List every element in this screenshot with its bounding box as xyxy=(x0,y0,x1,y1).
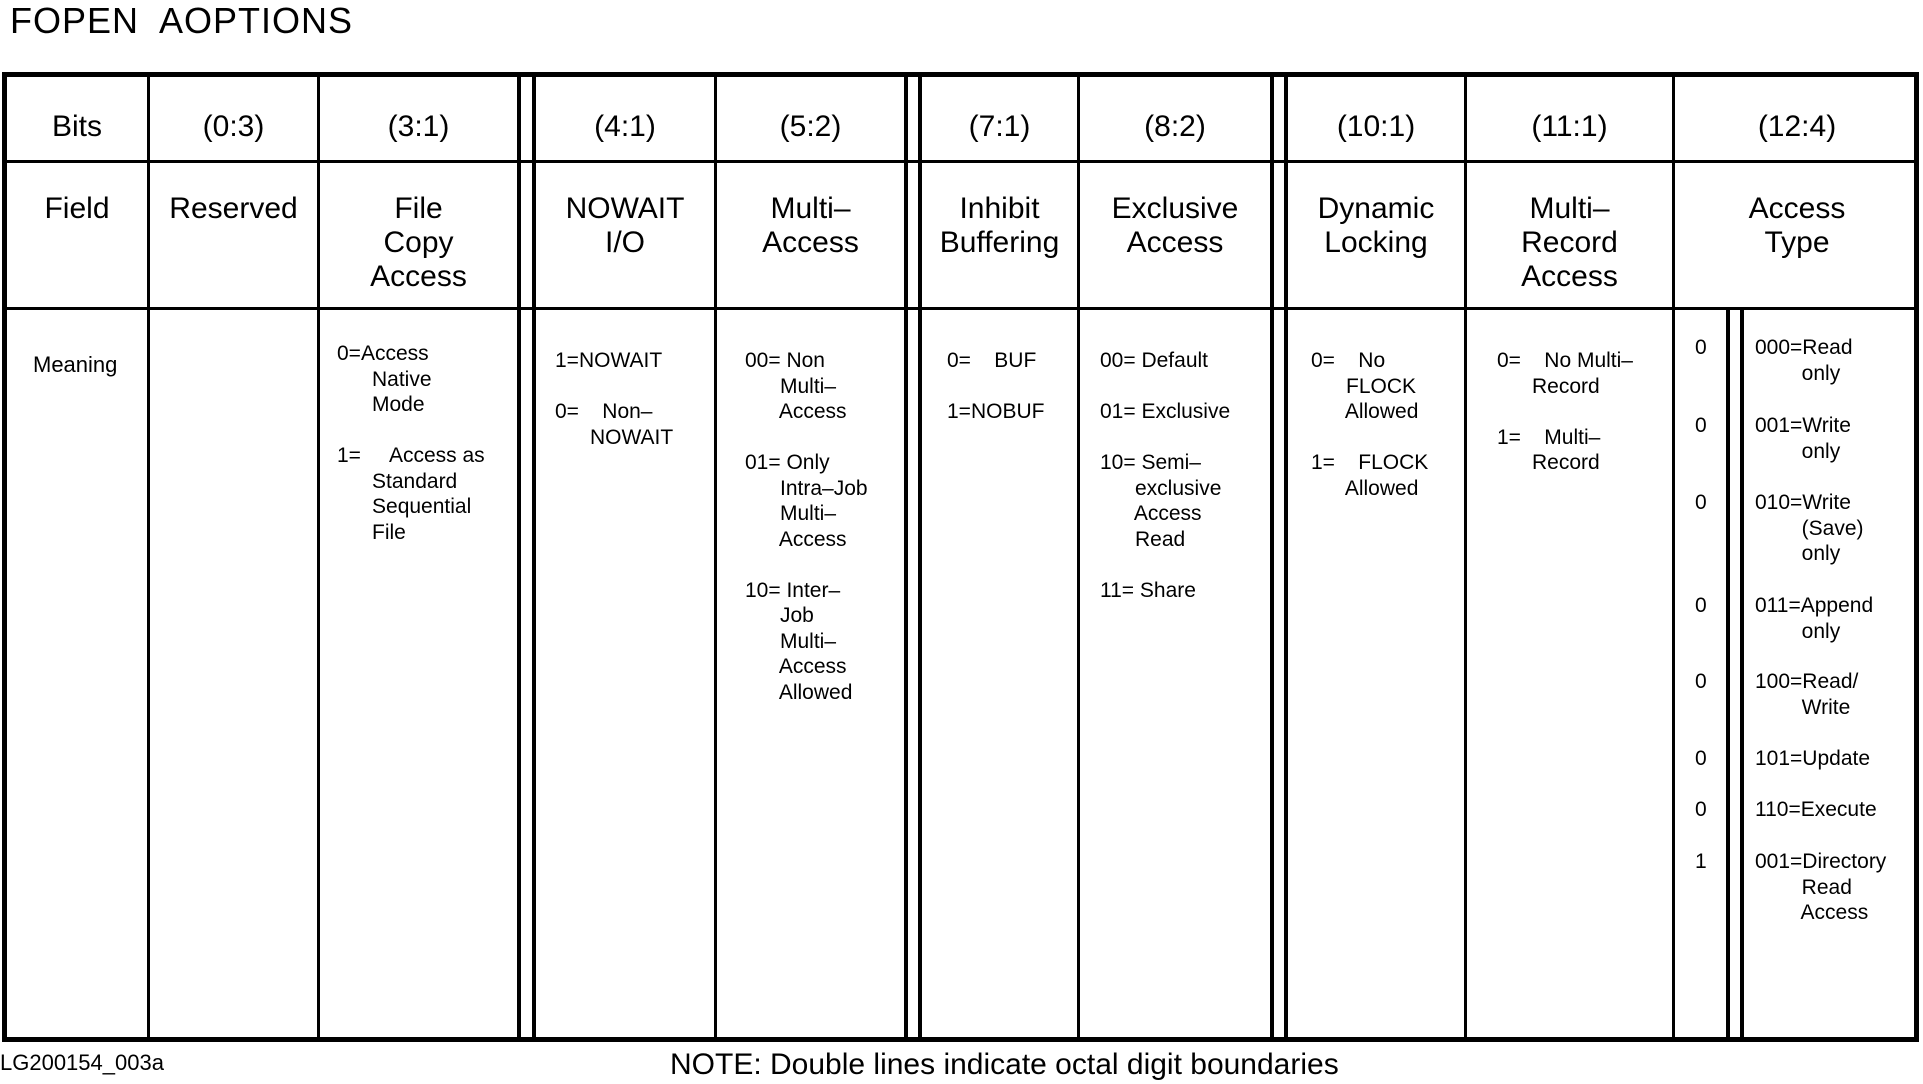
field-access-type: Access Type xyxy=(1748,192,1846,259)
field-divider xyxy=(7,307,1914,310)
access-bit: 0 xyxy=(1695,414,1707,437)
field-reserved: Reserved xyxy=(169,192,298,225)
access-type-entry: 110=Execute xyxy=(1755,798,1877,821)
access-bit: 0 xyxy=(1695,670,1707,693)
access-bit: 0 xyxy=(1695,336,1707,359)
meaning-dynamic-locking: 0= No FLOCK Allowed 1= FLOCK Allowed xyxy=(1311,349,1429,500)
header-divider xyxy=(7,160,1914,163)
footnote: NOTE: Double lines indicate octal digit boundaries xyxy=(670,1048,1339,1081)
access-bit: 0 xyxy=(1695,594,1707,617)
access-type-entry: 001=Directory Read Access xyxy=(1755,850,1887,924)
bits-11-1: (11:1) xyxy=(1531,110,1608,143)
bits-10-1: (10:1) xyxy=(1336,110,1416,143)
meaning-exclusive-access: 00= Default 01= Exclusive 10= Semi– exclusive Access Read 11= Share xyxy=(1100,349,1231,602)
bits-label: Bits xyxy=(51,110,102,143)
access-bit: 0 xyxy=(1695,747,1707,770)
bits-5-2: (5:2) xyxy=(779,110,842,143)
access-type-entry: 010=Write (Save) only xyxy=(1755,491,1864,565)
access-type-entry: 011=Append only xyxy=(1755,594,1874,643)
meaning-nowait: 1=NOWAIT 0= Non– NOWAIT xyxy=(555,349,674,449)
meaning-multi-record: 0= No Multi– Record 1= Multi– Record xyxy=(1497,349,1633,474)
meaning-label: Meaning xyxy=(33,352,118,377)
field-inhibit-buffering: Inhibit Buffering xyxy=(939,192,1060,259)
aoptions-table xyxy=(2,72,1919,1042)
octal-boundary xyxy=(1726,310,1730,1037)
octal-boundary xyxy=(517,77,521,1037)
meaning-inhibit-buffering: 0= BUF 1=NOBUF xyxy=(947,349,1045,423)
access-type-entry: 000=Read only xyxy=(1755,336,1853,385)
bits-0-3: (0:3) xyxy=(202,110,265,143)
access-type-entry: 001=Write only xyxy=(1755,414,1851,463)
field-dynamic-locking: Dynamic Locking xyxy=(1317,192,1435,259)
meaning-multi-access: 00= Non Multi– Access 01= Only Intra–Job Multi– Access 10= Inter– Job Multi– Access Allowed xyxy=(745,349,868,704)
field-file-copy-access: File Copy Access xyxy=(370,192,467,293)
field-multi-access: Multi– Access xyxy=(762,192,859,259)
field-label: Field xyxy=(44,192,110,225)
bits-8-2: (8:2) xyxy=(1144,110,1206,143)
field-nowait-io: NOWAIT I/O xyxy=(565,192,685,259)
access-bit: 0 xyxy=(1695,491,1707,514)
octal-boundary xyxy=(904,77,908,1037)
octal-boundary xyxy=(1740,310,1744,1037)
octal-boundary xyxy=(1270,77,1274,1037)
bits-3-1: (3:1) xyxy=(387,110,450,143)
meaning-file-copy: 0=Access Native Mode 1= Access as Standard Sequential File xyxy=(337,342,485,544)
bits-7-1: (7:1) xyxy=(968,110,1031,143)
field-exclusive-access: Exclusive Access xyxy=(1111,192,1239,259)
access-bit: 1 xyxy=(1695,850,1707,873)
bits-4-1: (4:1) xyxy=(594,110,656,143)
figure-id: LG200154_003a xyxy=(0,1050,164,1075)
access-bit: 0 xyxy=(1695,798,1707,821)
bits-12-4: (12:4) xyxy=(1757,110,1837,143)
figure-title: FOPEN AOPTIONS xyxy=(10,0,354,41)
field-multi-record-access: Multi– Record Access xyxy=(1521,192,1618,293)
access-type-entry: 101=Update xyxy=(1755,747,1871,770)
access-type-entry: 100=Read/ Write xyxy=(1755,670,1859,719)
